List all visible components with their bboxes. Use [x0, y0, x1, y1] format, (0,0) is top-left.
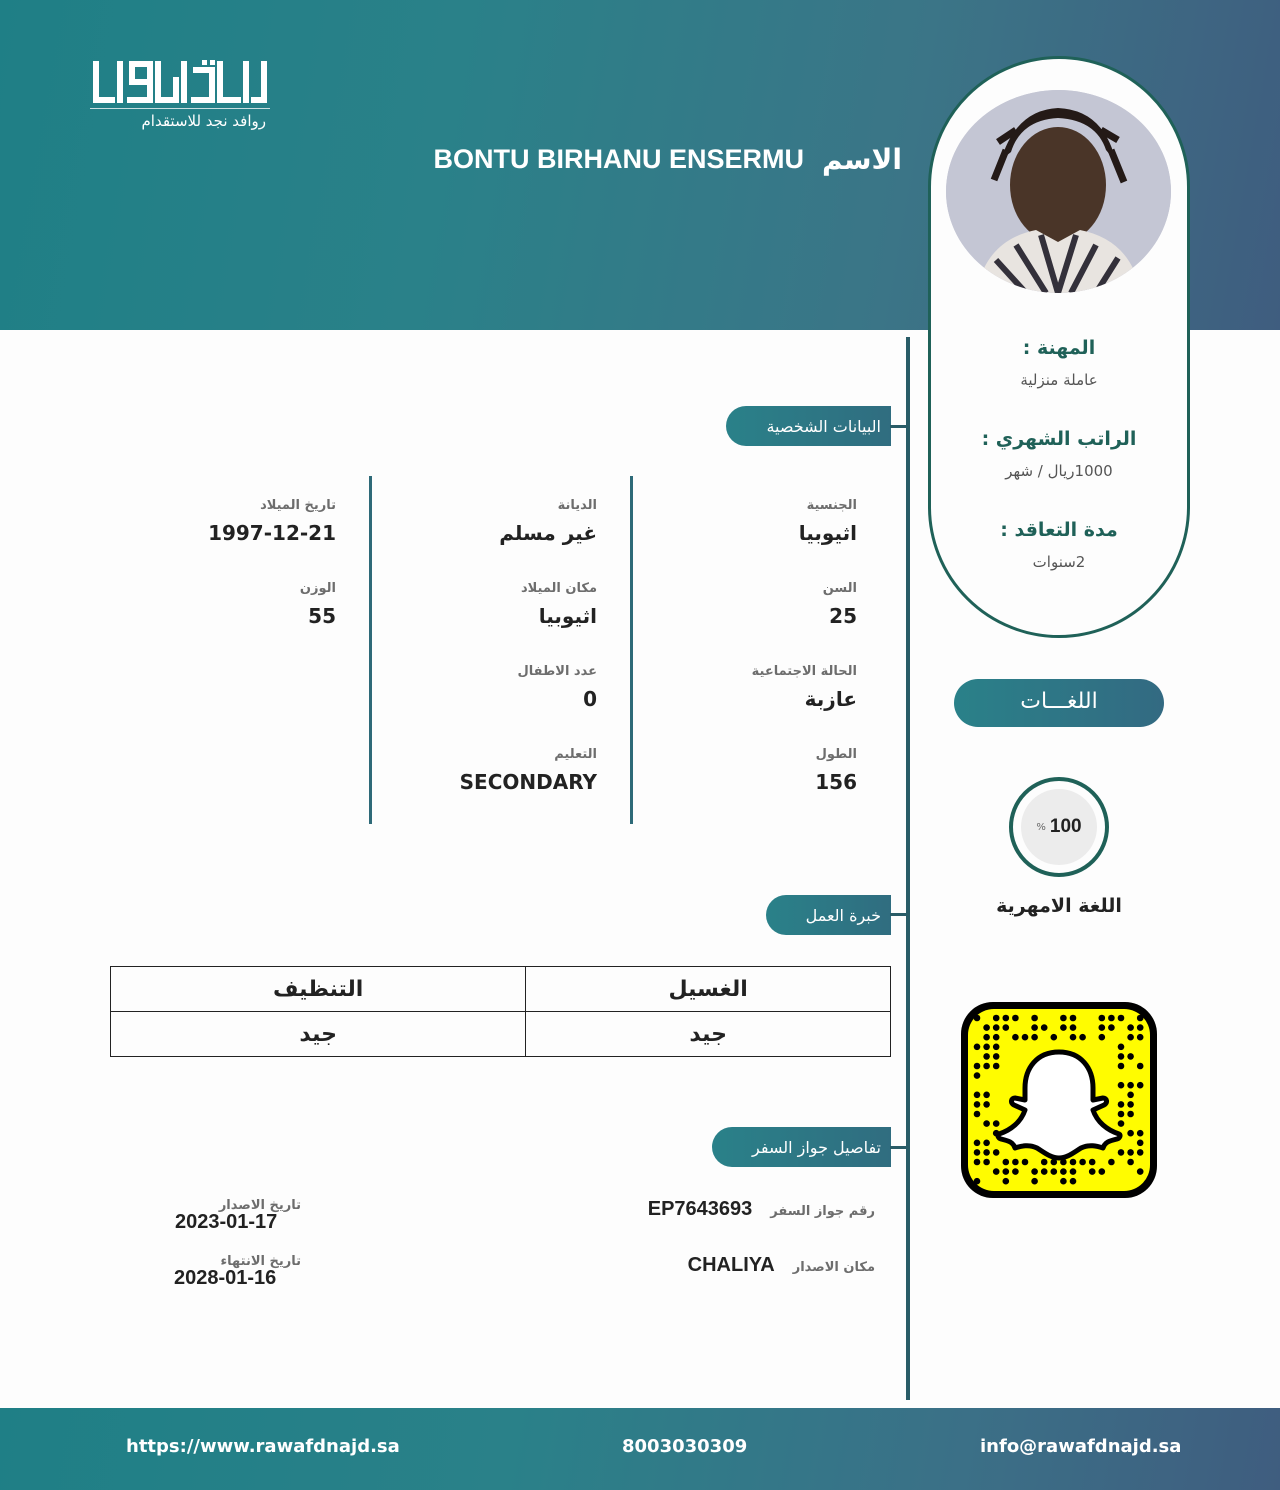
snapcode-dot	[1070, 1024, 1077, 1031]
field-age	[657, 581, 857, 628]
timeline-line	[906, 337, 910, 1400]
snapcode-dot	[1060, 1015, 1067, 1022]
snapcode-dot	[1070, 1178, 1077, 1185]
snapcode-dot	[1127, 1149, 1134, 1156]
snapcode-dot	[1137, 1063, 1144, 1070]
snapcode-dot	[1118, 1101, 1125, 1108]
snapcode-dot	[993, 1044, 1000, 1051]
field-label: الحالة الاجتماعية	[751, 664, 857, 679]
contract-value: 2سنوات	[1032, 553, 1086, 571]
snapcode-dot	[974, 1044, 981, 1051]
issue-date-value: 2023-01-17	[175, 1211, 278, 1233]
snapcode-dot	[1070, 1034, 1077, 1041]
expiry-date-field	[161, 1254, 301, 1290]
name-label: الاسم	[822, 143, 902, 176]
candidate-name: BONTU BIRHANU ENSERMU	[433, 144, 805, 174]
personal-column-1	[657, 476, 857, 824]
field-value: 156	[815, 770, 857, 794]
snapcode-dot	[1137, 1168, 1144, 1175]
field-education	[397, 747, 597, 794]
snapcode-dot	[1070, 1168, 1077, 1175]
field-value: 25	[829, 604, 857, 628]
snapcode-dot	[1099, 1024, 1106, 1031]
snapcode-dot	[993, 1015, 1000, 1022]
tab-personal-data	[726, 406, 891, 446]
footer-email-link[interactable]: info@rawafdnajd.sa	[980, 1436, 1182, 1457]
snapcode-dot	[974, 1015, 981, 1022]
column-divider	[630, 476, 633, 824]
snapcode-dot	[983, 1024, 990, 1031]
snapchat-qr-icon[interactable]	[959, 1000, 1159, 1200]
footer-phone[interactable]: 8003030309	[622, 1436, 748, 1457]
field-weight	[136, 581, 336, 628]
snapcode-dot	[1099, 1015, 1106, 1022]
passport-number-label: رقم جواز السفر	[770, 1204, 875, 1219]
logo-divider	[90, 108, 270, 109]
snapcode-dot	[1041, 1159, 1048, 1166]
snapcode-dot	[1012, 1034, 1019, 1041]
snapcode-dot	[974, 1111, 981, 1118]
contract-label: مدة التعاقد :	[1000, 519, 1118, 541]
snapcode-dot	[1089, 1168, 1096, 1175]
field-label: الجنسية	[806, 498, 857, 513]
snapcode-dot	[1041, 1168, 1048, 1175]
snapcode-dot	[1012, 1168, 1019, 1175]
snapcode-dot	[1137, 1130, 1144, 1137]
snapcode-dot	[983, 1101, 990, 1108]
field-nationality	[657, 498, 857, 545]
snapcode-dot	[1003, 1168, 1010, 1175]
tab-connector	[890, 1146, 908, 1149]
company-logo[interactable]	[86, 60, 276, 140]
snapcode-dot	[1137, 1015, 1144, 1022]
snapcode-dot	[993, 1034, 1000, 1041]
snapcode-dot	[1003, 1015, 1010, 1022]
passport-number-value: EP7643693	[647, 1198, 753, 1220]
snapcode-dot	[993, 1168, 1000, 1175]
snapcode-dot	[993, 1053, 1000, 1060]
salary-label: الراتب الشهري :	[981, 428, 1137, 450]
snapcode-dot	[1031, 1178, 1038, 1185]
issue-date-label: تاريخ الاصدار	[218, 1198, 301, 1213]
footer-website-link[interactable]: https://www.rawafdnajd.sa	[126, 1436, 400, 1457]
table-cell: جيد	[111, 1012, 526, 1057]
field-label: الديانة	[557, 498, 597, 513]
table-header-cell: الغسيل	[526, 967, 891, 1012]
snapcode-dot	[1099, 1034, 1106, 1041]
snapcode-dot	[1118, 1063, 1125, 1070]
field-birthdate	[136, 498, 336, 545]
table-header-cell: التنظيف	[111, 967, 526, 1012]
snapcode-dot	[974, 1101, 981, 1108]
field-value: عازبة	[804, 687, 857, 711]
field-label: عدد الاطفال	[517, 664, 597, 679]
language-level-value: 100	[1049, 816, 1082, 837]
issue-place-value: CHALIYA	[687, 1254, 775, 1276]
field-label: التعليم	[554, 747, 597, 762]
tab-personal-label: البيانات الشخصية	[766, 416, 881, 436]
snapcode-dot	[1012, 1159, 1019, 1166]
snapcode-dot	[993, 1120, 1000, 1127]
snapcode-dot	[1118, 1111, 1125, 1118]
snapcode-dot	[1127, 1111, 1134, 1118]
snapcode-dot	[1060, 1024, 1067, 1031]
snapcode-dot	[1127, 1092, 1134, 1099]
percent-sign: %	[1036, 821, 1046, 833]
field-religion	[397, 498, 597, 545]
snapcode-dot	[1118, 1082, 1125, 1089]
field-label: الوزن	[299, 581, 336, 596]
snapcode-dot	[983, 1140, 990, 1147]
field-height	[657, 747, 857, 794]
snapcode-dot	[1127, 1024, 1134, 1031]
snapcode-dot	[1079, 1159, 1086, 1166]
snapcode-dot	[983, 1120, 990, 1127]
field-value: 1997-12-21	[208, 521, 336, 545]
snapcode-dot	[1022, 1034, 1029, 1041]
snapcode-dot	[983, 1149, 990, 1156]
logo-wordmark-icon	[92, 60, 268, 106]
snapcode-dot	[993, 1024, 1000, 1031]
snapcode-dot	[1031, 1024, 1038, 1031]
field-birthplace	[397, 581, 597, 628]
snapcode-dot	[1127, 1101, 1134, 1108]
snapcode-dot	[1118, 1053, 1125, 1060]
salary-value: 1000ريال / شهر	[1005, 462, 1113, 480]
snapcode-dot	[1108, 1159, 1115, 1166]
snapcode-dot	[1127, 1053, 1134, 1060]
snapcode-dot	[974, 1159, 981, 1166]
table-cell: جيد	[526, 1012, 891, 1057]
language-level-ring	[1009, 777, 1109, 877]
field-value: 0	[583, 687, 597, 711]
language-name: اللغة الامهرية	[996, 895, 1122, 917]
table-row	[111, 1012, 891, 1057]
contract-block	[931, 519, 1187, 571]
candidate-photo	[946, 90, 1171, 293]
passport-number-field	[648, 1198, 875, 1221]
field-label: مكان الميلاد	[520, 581, 597, 596]
snapcode-dot	[1137, 1034, 1144, 1041]
snapcode-dot	[1108, 1015, 1115, 1022]
snapcode-dot	[993, 1149, 1000, 1156]
snapcode-dot	[983, 1092, 990, 1099]
snapcode-dot	[1022, 1159, 1029, 1166]
snapcode-dot	[1127, 1130, 1134, 1137]
snapcode-dot	[1137, 1082, 1144, 1089]
snapcode-dot	[1060, 1178, 1067, 1185]
field-label: تاريخ الميلاد	[260, 498, 336, 513]
tab-experience	[766, 895, 891, 935]
snapcode-dot	[974, 1063, 981, 1070]
snapcode-dot	[974, 1140, 981, 1147]
snapcode-dot	[1070, 1159, 1077, 1166]
field-value: اثيوبيا	[798, 521, 857, 545]
snapcode-dot	[1089, 1159, 1096, 1166]
personal-column-3	[136, 476, 336, 824]
field-value: اثيوبيا	[538, 604, 597, 628]
profession-value: عاملة منزلية	[1020, 371, 1098, 389]
issue-date-field	[161, 1198, 301, 1234]
salary-block	[931, 428, 1187, 480]
snapcode-dot	[983, 1063, 990, 1070]
field-label: الطول	[815, 747, 857, 762]
tab-passport	[712, 1127, 891, 1167]
personal-data-grid	[110, 476, 890, 824]
snapcode-dot	[1118, 1015, 1125, 1022]
snapcode-dot	[1127, 1034, 1134, 1041]
snapcode-dot	[974, 1072, 981, 1079]
tab-passport-label: تفاصيل جواز السفر	[752, 1137, 881, 1157]
experience-table	[110, 966, 891, 1057]
snapcode-dot	[974, 1149, 981, 1156]
snapcode-dot	[1041, 1024, 1048, 1031]
snapcode-dot	[1070, 1015, 1077, 1022]
candidate-name-row	[434, 143, 902, 176]
expiry-date-label: تاريخ الانتهاء	[220, 1254, 301, 1269]
snapcode-dot	[1031, 1015, 1038, 1022]
personal-column-2	[397, 476, 597, 824]
snapcode-dot	[1108, 1024, 1115, 1031]
snapcode-dot	[1051, 1168, 1058, 1175]
column-divider	[369, 476, 372, 824]
snapcode-dot	[1118, 1120, 1125, 1127]
issue-place-label: مكان الاصدار	[792, 1260, 875, 1275]
snapcode-dot	[983, 1159, 990, 1166]
profession-label: المهنة :	[1022, 337, 1096, 359]
snapcode-dot	[983, 1053, 990, 1060]
field-value: غير مسلم	[499, 521, 597, 545]
snapcode-dot	[974, 1178, 981, 1185]
tab-connector	[890, 425, 908, 428]
field-label: السن	[822, 581, 857, 596]
snapcode-dot	[1012, 1015, 1019, 1022]
snapcode-dot	[983, 1034, 990, 1041]
snapcode-dot	[1127, 1159, 1134, 1166]
issue-place-field	[688, 1254, 875, 1277]
snapcode-dot	[993, 1063, 1000, 1070]
portrait-icon	[946, 90, 1171, 293]
footer-bar	[0, 1408, 1280, 1490]
snapcode-dot	[1031, 1168, 1038, 1175]
profile-card	[928, 56, 1190, 638]
expiry-date-value: 2028-01-16	[174, 1267, 277, 1289]
snapcode-dot	[1137, 1140, 1144, 1147]
snapcode-dot	[1118, 1044, 1125, 1051]
snapcode-dot	[1003, 1024, 1010, 1031]
snapcode-dot	[1003, 1159, 1010, 1166]
snapcode-dot	[1060, 1168, 1067, 1175]
tab-experience-label: خبرة العمل	[805, 905, 881, 925]
snapcode-dot	[1118, 1149, 1125, 1156]
snapcode-dot	[1127, 1082, 1134, 1089]
snapcode-dot	[1079, 1034, 1086, 1041]
profession-block	[931, 337, 1187, 389]
table-row	[111, 967, 891, 1012]
logo-tagline: روافد نجد للاستقدام	[141, 112, 266, 130]
language-level-inner	[1021, 789, 1097, 865]
snapcode-dot	[1051, 1034, 1058, 1041]
field-value: 55	[308, 604, 336, 628]
field-value: SECONDARY	[459, 770, 597, 794]
field-marital-status	[657, 664, 857, 711]
field-children	[397, 664, 597, 711]
snapcode-dot	[983, 1044, 990, 1051]
snapcode-dot	[1003, 1178, 1010, 1185]
languages-title: اللغـــات	[954, 679, 1164, 727]
snapcode-dot	[1031, 1034, 1038, 1041]
snapcode-dot	[1137, 1149, 1144, 1156]
snapcode-dot	[974, 1092, 981, 1099]
tab-connector	[890, 913, 908, 916]
snapcode-dot	[1137, 1024, 1144, 1031]
snapcode-dot	[1099, 1168, 1106, 1175]
